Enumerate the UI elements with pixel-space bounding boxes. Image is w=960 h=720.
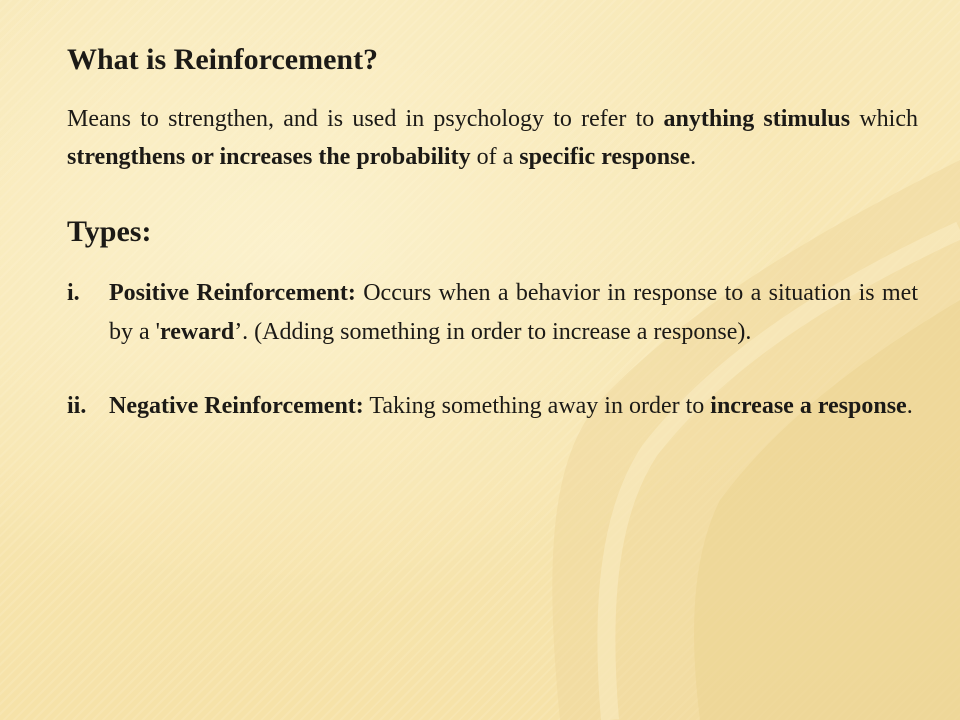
types-list: [67, 274, 918, 426]
type-text-1: Taking something away in order to: [363, 393, 711, 419]
definition-text-3: of a: [470, 144, 520, 170]
list-item-positive-reinforcement: [67, 274, 918, 352]
definition-text-4: .: [690, 144, 697, 170]
type-label: Negative Reinforcement:: [109, 393, 364, 419]
type-bold-term: increase a response: [710, 393, 907, 419]
type-text-1: Occurs when a behavior in response to a situation is met by a ': [109, 280, 918, 345]
definition-bold-2: strengthens or increases the probability: [67, 144, 471, 170]
list-marker: ii.: [67, 393, 87, 419]
type-text-2: ’. (Adding something in order to increase a response).: [234, 319, 752, 345]
definition-paragraph: [67, 100, 918, 176]
type-bold-term: reward: [159, 319, 235, 345]
type-text-2: .: [906, 393, 913, 419]
definition-text-1: Means to strengthen, and is used in psychology to refer to: [67, 106, 664, 132]
list-marker: i.: [67, 280, 80, 306]
definition-bold-1: anything stimulus: [663, 106, 851, 132]
definition-bold-3: specific response: [519, 144, 691, 170]
type-label: Positive Reinforcement:: [109, 280, 356, 306]
slide-title: What is Reinforcement?: [67, 43, 379, 76]
list-item-negative-reinforcement: [67, 387, 918, 426]
definition-text-2: which: [850, 106, 918, 132]
slide-content: [67, 40, 918, 461]
types-heading: Types:: [67, 215, 152, 248]
